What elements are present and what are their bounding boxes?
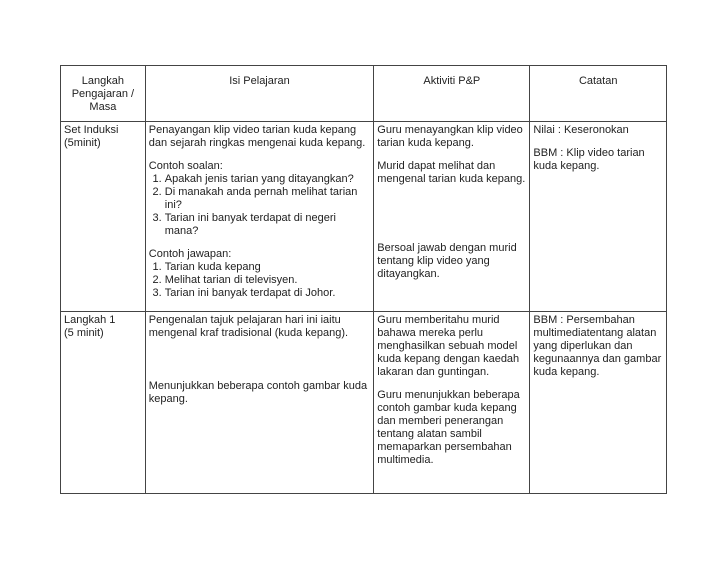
notes-text: BBM : Persembahan multimediatentang alatan yang diperlukan dan kegunaannya dan gambar kuda kepang. xyxy=(533,314,662,378)
activity-text: Bersoal jawab dengan murid tentang klip video yang ditayangkan. xyxy=(377,242,517,280)
content-intro: Penayangan klip video tarian kuda kepang dan sejarah ringkas mengenai kuda kepang. xyxy=(148,124,366,149)
activity-text: Guru menunjukkan beberapa contoh gambar kuda kepang dan memberi penerangan tentang alatan sambil memaparkan persembahan multimedia. xyxy=(377,389,520,466)
answers-list xyxy=(149,261,371,300)
activity-cell xyxy=(374,122,530,312)
answers-title: Contoh jawapan: xyxy=(148,248,232,260)
notes-text: BBM : Klip video tarian kuda kepang. xyxy=(533,147,645,172)
activity-cell xyxy=(374,312,530,494)
step-duration: (5 minit) xyxy=(64,327,104,339)
step-cell xyxy=(61,122,146,312)
content-text: Pengenalan tajuk pelajaran hari ini iaitu mengenal kraf tradisional (kuda kepang). xyxy=(148,314,349,339)
notes-cell xyxy=(530,312,667,494)
activity-text: Murid dapat melihat dan mengenal tarian kuda kepang. xyxy=(377,160,526,185)
notes-cell xyxy=(530,122,667,312)
header-step-line: Masa xyxy=(89,101,117,113)
questions-title: Contoh soalan: xyxy=(148,160,223,172)
questions-list xyxy=(149,173,371,238)
content-text: Menunjukkan beberapa contoh gambar kuda kepang. xyxy=(148,380,368,405)
notes-text: Nilai : Keseronokan xyxy=(533,124,629,136)
table-row xyxy=(61,312,667,494)
table-row xyxy=(61,122,667,312)
header-activity: Aktiviti P&P xyxy=(374,66,530,122)
content-cell xyxy=(145,312,374,494)
lesson-plan-table xyxy=(60,65,667,494)
step-cell xyxy=(61,312,146,494)
list-item: 3. Tarian ini banyak terdapat di negeri mana? xyxy=(165,212,371,238)
list-item: 1. Apakah jenis tarian yang ditayangkan? xyxy=(165,173,371,186)
header-step xyxy=(61,66,146,122)
list-item: 1. Tarian kuda kepang xyxy=(165,261,371,274)
list-item: 2. Melihat tarian di televisyen. xyxy=(165,274,371,287)
list-item: 2. Di manakah anda pernah melihat tarian ini? xyxy=(165,186,371,212)
header-step-line: Langkah xyxy=(81,75,124,87)
step-name: Langkah 1 xyxy=(64,314,116,326)
activity-text: Guru menayangkan klip video tarian kuda kepang. xyxy=(377,124,523,149)
step-duration: (5minit) xyxy=(64,137,101,149)
header-step-line: Pengajaran / xyxy=(71,88,135,100)
list-item: 3. Tarian ini banyak terdapat di Johor. xyxy=(165,287,371,300)
activity-text: Guru memberitahu murid bahawa mereka perlu menghasilkan sebuah model kuda kepang dengan kaedah lakaran dan guntingan. xyxy=(377,314,520,378)
step-name: Set Induksi xyxy=(64,124,119,136)
content-cell xyxy=(145,122,374,312)
table-header-row xyxy=(61,66,667,122)
header-content: Isi Pelajaran xyxy=(145,66,374,122)
header-notes: Catatan xyxy=(530,66,667,122)
